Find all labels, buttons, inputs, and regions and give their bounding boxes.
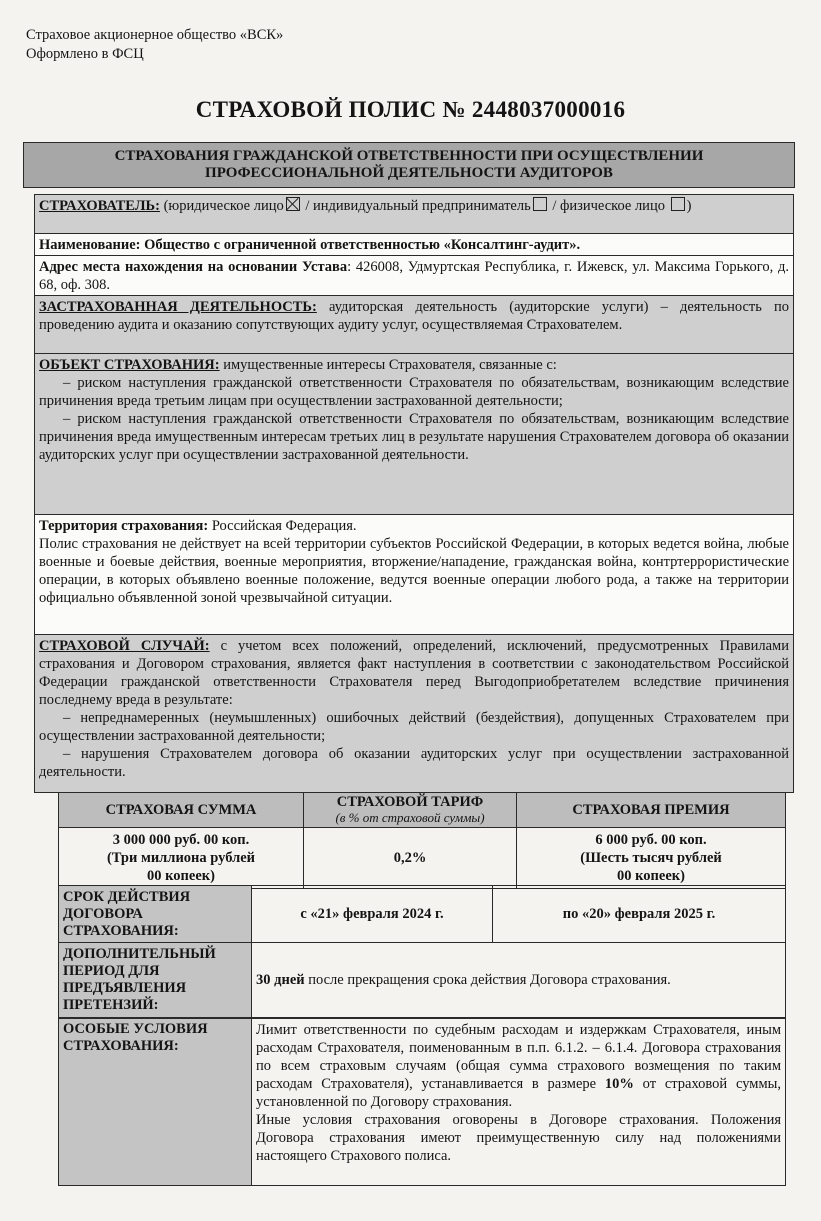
event-section [34,635,794,793]
special-text-cell [252,1019,786,1186]
address-label: Адрес места нахождения на основании Устава [39,259,348,275]
insurer-opt-ip: / индивидуальный предприниматель [305,198,531,214]
territory-section [34,515,794,635]
special-text-3: Иные условия страхования оговорены в Договоре страхования. Положения Договора страхования имеют преимущественную силу над положениями настоящего Страхового полиса. [256,1112,781,1164]
sum-header: СТРАХОВАЯ СУММА [59,793,304,828]
address-section [34,256,794,296]
term-table [58,885,786,943]
sum-words-2: 00 копеек) [147,868,215,884]
special-table [58,1018,786,1186]
territory-value: Российская Федерация. [208,518,357,534]
subtitle-line-1: СТРАХОВАНИЯ ГРАЖДАНСКОЙ ОТВЕТСТВЕННОСТИ ПРИ ОСУЩЕСТВЛЕНИИ [114,148,704,164]
rate-header-note: (в % от страховой суммы) [335,810,485,825]
policy-title: СТРАХОВОЙ ПОЛИС № 2448037000016 [195,97,626,122]
special-text-1: Лимит ответственности по судебным расходам и издержкам Страхователя, иным расходам Страхователя, поименованным в п.п. 6.1.2. – 6.1.4. Договора страхования по всем страховым случаям (общая сумма страхового возмещения по таким расходам Страхователя), устанавливается в размере [256,1022,781,1092]
term-label: СРОК ДЕЙСТВИЯ ДОГОВОРА СТРАХОВАНИЯ: [59,886,252,943]
territory-note: Полис страхования не действует на всей территории субъектов Российской Федерации, в которых ведется война, любые военные и боевые действия, военные мероприятия, вторжение/нападение, гражданская война, контртеррористические операции, в которых объявлено военные положение, ведутся военные операции любого рода, а также на территории официально объявленной зоной чрезвычайной ситуации. [39,536,789,606]
document-header [26,26,283,64]
insurer-label: СТРАХОВАТЕЛЬ: [39,198,160,214]
legal-entity-checkbox [286,197,300,211]
premium-header: СТРАХОВАЯ ПРЕМИЯ [517,793,786,828]
rate-header [304,793,517,828]
company-name: Страховое акционерное общество «ВСК» [26,27,284,43]
activity-label: ЗАСТРАХОВАННАЯ ДЕЯТЕЛЬНОСТЬ: [39,299,317,315]
sum-value: 3 000 000 руб. 00 коп. [112,832,250,848]
territory-label: Территория страхования: [39,518,209,534]
premium-value: 6 000 руб. 00 коп. [595,832,707,848]
rate-header-title: СТРАХОВОЙ ТАРИФ [336,794,484,810]
object-label: ОБЪЕКТ СТРАХОВАНИЯ: [39,357,220,373]
insurer-section [34,194,794,234]
claims-text: после прекращения срока действия Договора страхования. [304,971,671,988]
insurer-opt-legal: (юридическое лицо [163,198,284,214]
address-value: : 426008, Удмуртская Республика, г. Ижевск, ул. Максима Горького, д. 68, оф. 308. [39,259,789,293]
special-percent: 10% [604,1076,634,1092]
policy-subtitle [23,142,795,188]
subtitle-line-2: ПРОФЕССИОНАЛЬНОЙ ДЕЯТЕЛЬНОСТИ АУДИТОРОВ [205,165,613,181]
object-intro: имущественные интересы Страхователя, связанные с: [219,357,557,373]
event-item-2: – нарушения Страхователем договора об оказании аудиторских услуг при осуществлении застрахованной деятельности. [39,746,789,780]
object-item-2: – риском наступления гражданской ответственности Страхователя по обязательствам, возникающим вследствие причинения вреда имущественным интересам третьих лиц в результате нарушения Страхователем договора об оказании аудиторских услуг при осуществлении застрахованной деятельности. [39,411,789,463]
sum-table [58,792,786,889]
event-label: СТРАХОВОЙ СЛУЧАЙ: [39,638,210,654]
object-item-1: – риском наступления гражданской ответственности Страхователя по обязательствам, возникающим вследствие причинения вреда третьим лицам при осуществлении застрахованной деятельности; [39,375,789,409]
registration-note: Оформлено в ФСЦ [26,46,144,62]
term-from: с «21» февраля 2024 г. [252,886,493,943]
sum-value-cell [59,828,304,889]
term-to: по «20» февраля 2025 г. [493,886,786,943]
claims-table [58,942,786,1018]
claims-label: ДОПОЛНИТЕЛЬНЫЙ ПЕРИОД ДЛЯ ПРЕДЪЯВЛЕНИЯ ПРЕТЕНЗИЙ: [59,943,252,1018]
name-value: Общество с ограниченной ответственностью «Консалтинг-аудит». [144,237,581,253]
claims-days: 30 дней [256,971,305,988]
activity-value: аудиторская деятельность (аудиторские услуги) – деятельность по проведению аудита и оказанию сопутствующих аудиту услуг, осуществляемая Страхователем. [39,299,789,333]
claims-value-cell [252,943,786,1018]
insurer-opt-person: / физическое лицо [552,198,665,214]
premium-words: (Шесть тысяч рублей [580,850,722,866]
individual-checkbox [671,197,685,211]
sum-words: (Три миллиона рублей [106,850,256,866]
rate-value: 0,2% [304,828,517,889]
activity-section [34,296,794,354]
premium-words-2: 00 копеек) [617,868,685,884]
ip-checkbox [533,197,547,211]
special-text-2: от страховой суммы, установленной по Договору страхования. [256,1076,781,1110]
name-label: Наименование: [39,237,141,253]
special-label: ОСОБЫЕ УСЛОВИЯ СТРАХОВАНИЯ: [59,1019,252,1186]
event-intro: с учетом всех положений, определений, исключений, предусмотренных Правилами страхования и Договором страхования, является факт наступления в соответствии с законодательством Российской Федерации гражданской ответственности Страхователя перед Выгодоприобретателем вследствие причинения последнему вреда в результате: [39,638,789,708]
name-section [34,234,794,256]
object-section [34,354,794,515]
premium-value-cell [517,828,786,889]
event-item-1: – непреднамеренных (неумышленных) ошибочных действий (бездействия), допущенных Страхователем при осуществлении застрахованной деятельности; [39,710,789,744]
insurer-close: ) [686,198,692,214]
